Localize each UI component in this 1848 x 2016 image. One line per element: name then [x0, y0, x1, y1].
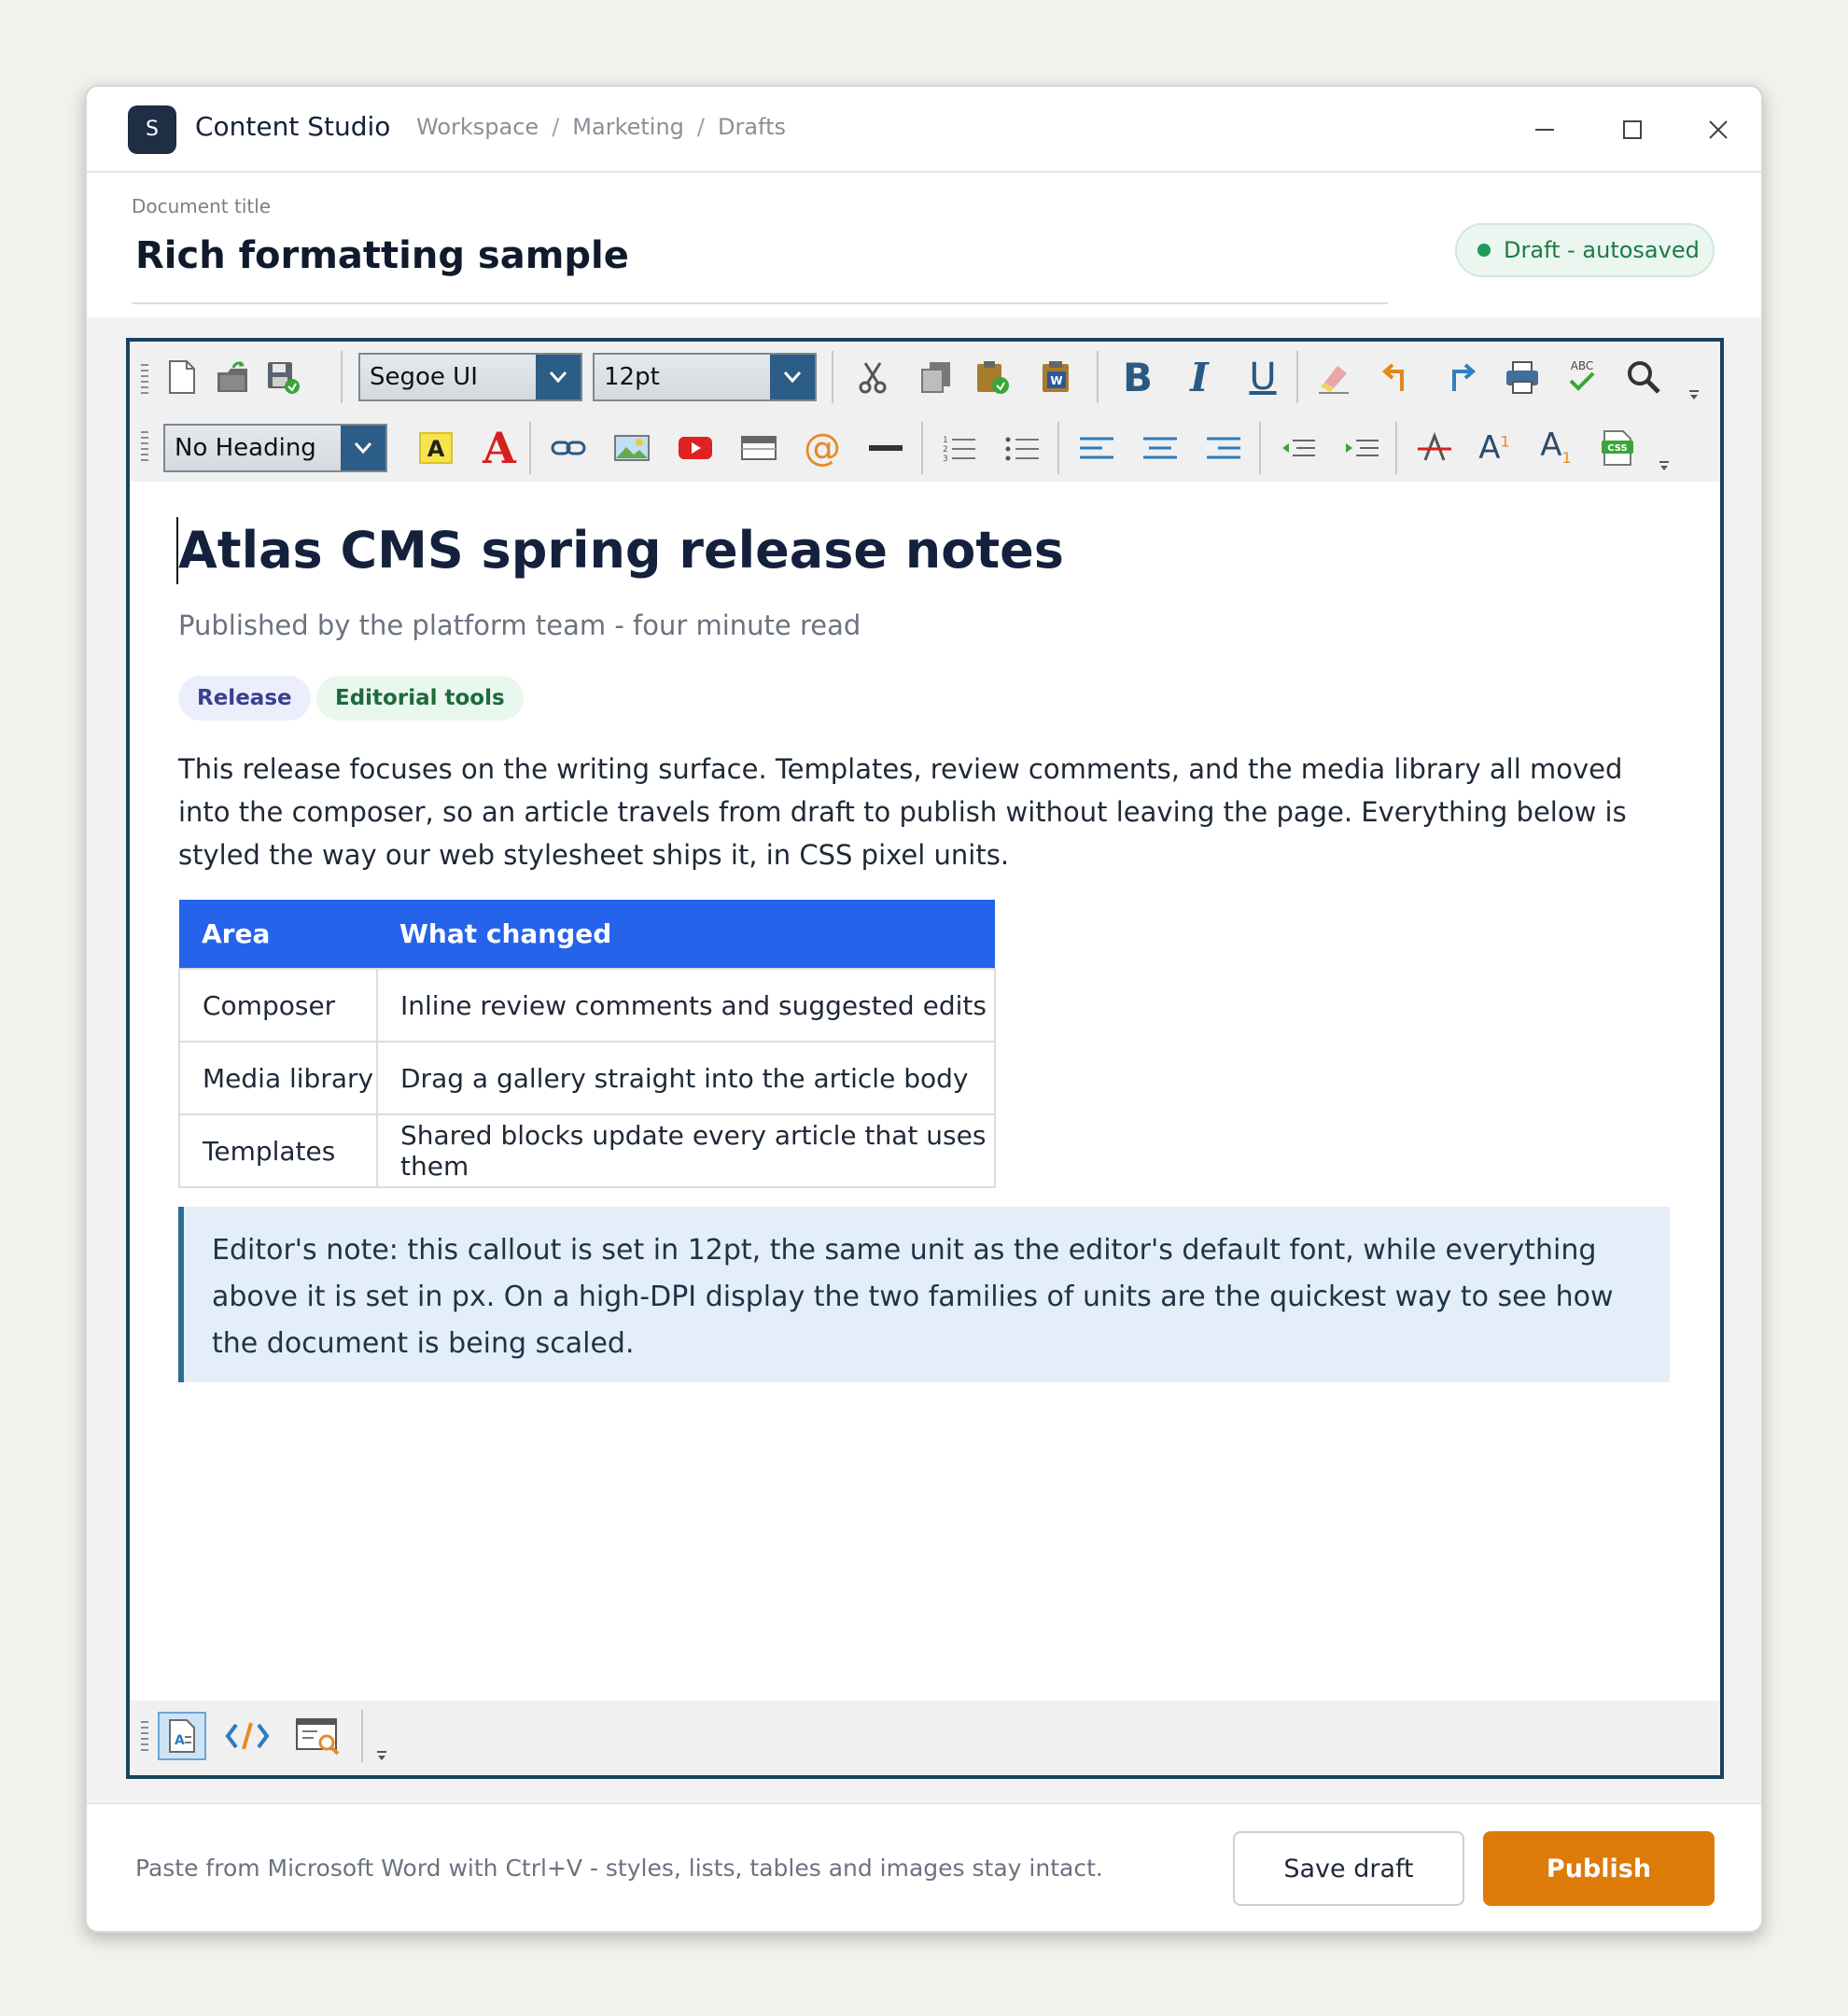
tag-editorial-tools[interactable]: Editorial tools	[316, 676, 524, 721]
preview-mode-button[interactable]	[294, 1712, 343, 1760]
cut-icon	[856, 359, 889, 395]
publish-button[interactable]: Publish	[1483, 1831, 1715, 1906]
overflow-icon	[375, 1749, 388, 1762]
editor-toolbar	[130, 342, 1720, 482]
table-cell[interactable]: Media library	[179, 1042, 377, 1114]
css-class-button[interactable]	[1593, 424, 1642, 472]
strikethrough-button[interactable]	[1410, 424, 1459, 472]
strikethrough-icon	[1416, 432, 1453, 464]
tag-release[interactable]: Release	[178, 676, 311, 721]
subscript-letter: A	[1540, 426, 1562, 464]
toolbar-overflow-button[interactable]	[1687, 386, 1701, 401]
chevron-down-icon	[536, 355, 581, 399]
toolbar-separator	[361, 1710, 363, 1762]
font-color-icon: A	[483, 423, 516, 473]
indent-button[interactable]	[1337, 424, 1386, 472]
open-button[interactable]	[208, 353, 257, 401]
status-text: Draft - autosaved	[1504, 237, 1700, 263]
toolbar-separator	[1057, 422, 1059, 474]
minimize-icon	[1533, 119, 1556, 141]
breadcrumb-separator: /	[696, 114, 705, 140]
symbol-icon: @	[804, 427, 841, 469]
superscript-letter: A	[1478, 429, 1501, 467]
toolbar-separator	[832, 351, 833, 403]
horizontal-rule-button[interactable]	[861, 424, 910, 472]
print-icon	[1504, 359, 1541, 395]
form-icon	[740, 434, 777, 462]
highlight-color-button[interactable]	[412, 424, 460, 472]
redo-icon	[1441, 359, 1477, 395]
image-icon	[613, 432, 651, 464]
toolbar-separator	[341, 351, 343, 403]
subscript-button[interactable]	[1532, 422, 1580, 470]
toolbar-row-1	[130, 345, 1720, 413]
open-folder-icon	[215, 359, 250, 395]
video-icon	[677, 434, 714, 462]
save-draft-button[interactable]: Save draft	[1233, 1831, 1464, 1906]
print-button[interactable]	[1498, 353, 1547, 401]
status-badge	[1455, 223, 1715, 277]
font-size-value: 12pt	[604, 363, 660, 391]
breadcrumb-separator: /	[552, 114, 560, 140]
format-stripper-icon	[1315, 358, 1352, 396]
find-icon	[1625, 358, 1662, 396]
new-document-button[interactable]	[158, 353, 206, 401]
overflow-icon	[1687, 388, 1701, 401]
maximize-button[interactable]	[1610, 107, 1655, 152]
close-button[interactable]	[1696, 107, 1741, 152]
copy-icon	[918, 359, 954, 395]
align-center-button[interactable]	[1136, 424, 1184, 472]
italic-icon: I	[1190, 354, 1209, 400]
chevron-down-icon	[341, 426, 385, 470]
svg-text:3: 3	[943, 455, 948, 464]
hyperlink-icon	[550, 437, 587, 459]
table-row	[179, 969, 995, 1042]
font-family-value: Segoe UI	[370, 363, 478, 391]
document-title-label: Document title	[132, 195, 272, 217]
svg-text:W: W	[1050, 374, 1063, 387]
paste-hint: Paste from Microsoft Word with Ctrl+V - styles, lists, tables and images stay intact.	[135, 1855, 1103, 1882]
italic-button[interactable]	[1175, 353, 1224, 401]
svg-text:A: A	[175, 1733, 185, 1748]
font-color-button[interactable]	[475, 424, 524, 472]
rich-text-editor	[126, 338, 1724, 1779]
table-header-area[interactable]: Area	[179, 900, 377, 969]
title-underline	[132, 302, 1388, 304]
table-cell[interactable]: Drag a gallery straight into the article body	[377, 1042, 995, 1114]
css-class-icon	[1599, 429, 1636, 467]
toolbar-separator	[529, 422, 531, 474]
unordered-list-button[interactable]	[998, 424, 1046, 472]
spellcheck-button[interactable]	[1558, 353, 1606, 401]
bold-icon: B	[1122, 354, 1153, 400]
breadcrumb	[416, 114, 786, 140]
superscript-button[interactable]	[1470, 424, 1519, 472]
image-button[interactable]	[608, 424, 656, 472]
outdent-icon	[1280, 434, 1317, 462]
table-row	[179, 1114, 995, 1187]
status-dot-icon	[1477, 244, 1491, 257]
html-mode-icon	[225, 1719, 270, 1753]
bold-button[interactable]	[1113, 353, 1162, 401]
design-mode-button[interactable]	[158, 1712, 206, 1760]
table-header-row	[179, 900, 995, 969]
find-button[interactable]	[1619, 353, 1668, 401]
svg-text:CSS: CSS	[1607, 443, 1628, 454]
highlight-color-icon: A	[419, 432, 453, 464]
overflow-icon	[1658, 459, 1671, 472]
font-size-select[interactable]	[593, 353, 817, 401]
table-cell[interactable]: Inline review comments and suggested edits	[377, 969, 995, 1042]
align-center-icon	[1141, 434, 1179, 462]
footer-bar	[87, 1802, 1761, 1933]
undo-button[interactable]	[1375, 353, 1423, 401]
table-row	[179, 1042, 995, 1114]
outdent-button[interactable]	[1274, 424, 1323, 472]
superscript-index: 1	[1500, 432, 1510, 451]
minimize-button[interactable]	[1522, 107, 1567, 152]
app-name: Content Studio	[195, 111, 391, 142]
align-right-button[interactable]	[1199, 424, 1248, 472]
app-logo: S	[128, 105, 176, 154]
article-intro[interactable]: This release focuses on the writing surface. Templates, review comments, and the media library all moved into the composer, so an article travels from draft to publish without leaving the page. Everything below is styled the way our web stylesheet ships it, in CSS pixel units.	[178, 753, 1627, 871]
close-icon	[1707, 119, 1729, 141]
toolbar-separator	[1097, 351, 1099, 403]
paste-icon	[973, 358, 1011, 396]
redo-button[interactable]	[1435, 353, 1483, 401]
toolbar-grip[interactable]	[141, 1721, 148, 1753]
preview-mode-icon	[295, 1716, 342, 1756]
unordered-list-icon	[1003, 432, 1041, 464]
toolbar-row-2	[130, 414, 1720, 482]
chevron-down-icon	[770, 355, 815, 399]
subscript-icon	[1540, 427, 1571, 467]
design-mode-icon	[166, 1718, 198, 1754]
document-title-input[interactable]: Rich formatting sample	[135, 234, 629, 277]
toolbar-separator	[1296, 351, 1298, 403]
spellcheck-icon	[1563, 358, 1601, 396]
font-family-select[interactable]	[358, 353, 582, 401]
toolbar-overflow-button[interactable]	[374, 1747, 389, 1762]
app-window	[85, 85, 1763, 1933]
align-left-button[interactable]	[1072, 424, 1121, 472]
format-stripper-button[interactable]	[1309, 353, 1358, 401]
table-cell[interactable]: Templates	[179, 1114, 377, 1187]
editor-note-callout[interactable]: Editor's note: this callout is set in 12pt, the same unit as the editor's default font, while everything above it is set in px. On a high-DPI display the two families of units are the quickest way to see how the document is being scaled.	[178, 1207, 1670, 1382]
new-document-icon	[166, 359, 198, 395]
breadcrumb-workspace[interactable]: Workspace	[416, 114, 539, 140]
toolbar-overflow-button[interactable]	[1657, 457, 1672, 472]
breadcrumb-drafts[interactable]: Drafts	[718, 114, 786, 140]
paragraph-format-select[interactable]	[163, 424, 387, 472]
save-button[interactable]	[259, 353, 307, 401]
table-cell[interactable]: Shared blocks update every article that uses them	[377, 1114, 995, 1187]
align-right-icon	[1205, 434, 1242, 462]
changes-table	[178, 900, 996, 1188]
editor-mode-bar	[130, 1701, 1720, 1775]
save-icon	[265, 359, 301, 395]
form-button[interactable]	[735, 424, 783, 472]
cut-button[interactable]	[848, 353, 897, 401]
toolbar-grip[interactable]	[141, 364, 148, 396]
toolbar-separator	[1395, 422, 1397, 474]
paste-from-word-icon	[1037, 358, 1074, 396]
title-bar	[87, 87, 1761, 173]
html-mode-button[interactable]	[223, 1712, 272, 1760]
undo-icon	[1381, 359, 1417, 395]
paste-button[interactable]	[968, 353, 1016, 401]
underline-icon: U	[1249, 356, 1277, 399]
video-button[interactable]	[671, 424, 720, 472]
paragraph-format-value: No Heading	[175, 434, 316, 462]
table-cell[interactable]: Composer	[179, 969, 377, 1042]
toolbar-separator	[1259, 422, 1261, 474]
svg-text:ABC: ABC	[1570, 359, 1594, 372]
paste-from-word-button[interactable]	[1031, 353, 1080, 401]
toolbar-grip[interactable]	[141, 431, 148, 463]
align-left-icon	[1078, 434, 1115, 462]
copy-button[interactable]	[912, 353, 960, 401]
article-heading[interactable]: Atlas CMS spring release notes	[178, 521, 1064, 580]
toolbar-separator	[921, 422, 923, 474]
table-header-what-changed[interactable]: What changed	[377, 900, 995, 969]
ordered-list-button[interactable]	[934, 424, 983, 472]
svg-text:2: 2	[943, 445, 948, 455]
maximize-icon	[1621, 119, 1644, 141]
svg-text:1: 1	[943, 436, 948, 445]
subscript-index: 1	[1561, 448, 1572, 467]
symbol-button[interactable]	[798, 424, 847, 472]
ordered-list-icon	[940, 432, 977, 464]
hyperlink-button[interactable]	[544, 424, 593, 472]
article-byline[interactable]: Published by the platform team - four minute read	[178, 609, 861, 641]
horizontal-rule-icon	[867, 442, 904, 454]
superscript-icon	[1478, 429, 1509, 467]
indent-icon	[1343, 434, 1380, 462]
breadcrumb-marketing[interactable]: Marketing	[572, 114, 684, 140]
underline-button[interactable]	[1239, 353, 1287, 401]
